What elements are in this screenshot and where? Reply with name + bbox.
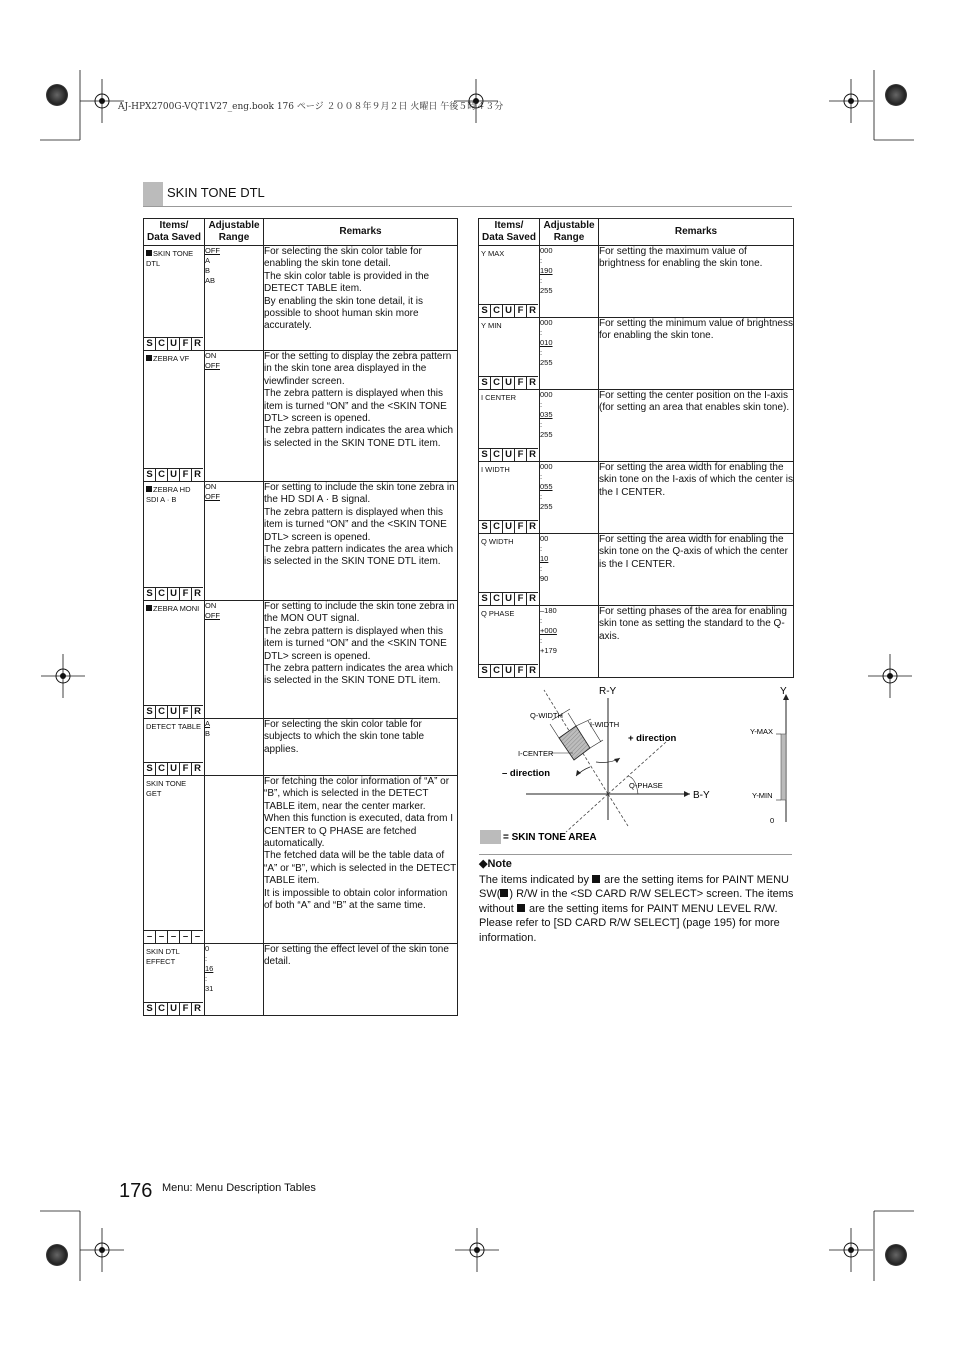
black-square-icon [146, 355, 152, 361]
range-value: : [540, 636, 543, 645]
flag-cell: S [479, 665, 491, 677]
range-value: : [205, 954, 208, 963]
range-value: 000 [540, 462, 553, 471]
table-row [479, 606, 794, 678]
flag-cell: F [515, 665, 527, 677]
flag-cell: C [156, 706, 168, 718]
flag-cell: F [180, 706, 192, 718]
flag-cell: F [180, 588, 192, 600]
table-row [144, 351, 458, 482]
note-paragraph-1: The items indicated by are the setting items for PAINT MENU SW( ) R/W in the <SD CARD R/W SELECT> screen. The items without are the setting items for PAINT MENU LEVEL R/W. [479, 874, 794, 915]
flag-cell: – [194, 931, 201, 942]
flag-cell: F [515, 305, 527, 317]
remarks-line: The zebra pattern indicates the area which is selected in the SKIN TONE DTL item. [264, 663, 453, 687]
flag-cell: – [144, 931, 156, 943]
minus-direction-label: – direction [502, 768, 551, 779]
item-name: Q PHASE [481, 609, 515, 618]
flag-cell: F [515, 593, 527, 605]
i-axis-lower [608, 794, 628, 826]
zero-label: 0 [770, 816, 775, 825]
item-name: ZEBRA HD SDI A · B [146, 485, 191, 504]
flag-cell: – [180, 931, 192, 943]
remarks-cell [599, 606, 794, 678]
black-square-icon [517, 904, 525, 912]
plus-direction-label: + direction [628, 733, 677, 744]
y-range-bar [781, 734, 786, 800]
range-value: 000 [540, 390, 553, 399]
flag-cell: S [144, 338, 156, 350]
remarks-line: When this function is executed, data from I CENTER to Q PHASE are fetched automatically. [264, 813, 453, 850]
table-row [144, 482, 458, 601]
flag-cell: S [144, 588, 156, 600]
y-label: Y [780, 686, 787, 697]
range-cell [540, 246, 599, 318]
note-title: Note [487, 858, 512, 870]
flag-cell: R [194, 763, 201, 774]
table-row [144, 719, 458, 776]
range-cell [540, 534, 599, 606]
range-value: A [205, 719, 211, 728]
range-value: : [205, 974, 208, 983]
range-value: 010 [540, 338, 553, 347]
data-saved-flags [144, 587, 203, 600]
item-cell [144, 601, 205, 719]
col-remarks-header: Remarks [599, 219, 794, 246]
flag-cell: F [180, 1003, 192, 1015]
data-saved-flags [479, 592, 538, 605]
col-items-header: Items/ Data Saved [479, 219, 540, 246]
range-value: 000 [540, 246, 553, 255]
registration-crosshair [829, 1228, 873, 1272]
item-name: SKIN TONE DTL [146, 249, 194, 268]
registration-crosshair [829, 79, 873, 123]
flag-cell: S [479, 593, 491, 605]
flag-cell: C [491, 377, 503, 389]
remarks-line: For setting to include the skin tone zebra in the MON OUT signal. [264, 601, 455, 625]
range-cell [205, 601, 264, 719]
flag-cell: R [194, 706, 201, 717]
flag-cell: U [168, 763, 180, 775]
item-name: ZEBRA MONI [144, 601, 204, 614]
item-cell [144, 944, 205, 1016]
col-remarks-header: Remarks [264, 219, 458, 246]
flag-cell: U [168, 706, 180, 718]
remarks-cell [264, 351, 458, 482]
range-value: +179 [540, 646, 557, 655]
diamond-icon: ◆ [479, 858, 488, 870]
item-cell [144, 719, 205, 776]
range-value: 255 [540, 502, 553, 511]
flag-cell: C [491, 305, 503, 317]
remarks-line: For setting the center position on the I-axis (for setting an area that enables skin tone). [599, 390, 790, 414]
range-value: 000 [540, 318, 553, 327]
range-value: : [540, 492, 543, 501]
note-body [479, 873, 795, 945]
flag-cell: R [194, 1003, 201, 1014]
flag-cell: R [529, 665, 536, 676]
item-cell [479, 534, 540, 606]
flag-cell: F [180, 763, 192, 775]
flag-cell: U [503, 449, 515, 461]
section-bar [143, 182, 163, 206]
item-cell [479, 246, 540, 318]
item-cell [479, 318, 540, 390]
flag-cell: C [491, 665, 503, 677]
item-name: ZEBRA VF [144, 351, 204, 364]
col-range-header: Adjustable Range [540, 219, 599, 246]
range-value: +000 [540, 626, 557, 635]
range-cell [540, 318, 599, 390]
range-value: 255 [540, 430, 553, 439]
black-square-icon [592, 875, 600, 883]
remarks-cell [264, 944, 458, 1016]
data-saved-flags [144, 468, 203, 481]
col-range-header: Adjustable Range [205, 219, 264, 246]
flag-cell: U [168, 469, 180, 481]
remarks-line: The zebra pattern is displayed when this item is turned “ON” and the <SKIN TONE DTL> screen is opened. [264, 625, 447, 662]
item-name: SKIN TONE GET [146, 779, 187, 798]
flag-cell: C [156, 588, 168, 600]
q-phase-label: Q-PHASE [629, 781, 663, 790]
remarks-line: For setting to include the skin tone zebra in the HD SDI A · B signal. [264, 482, 455, 506]
range-cell [205, 719, 264, 776]
flag-cell: S [479, 449, 491, 461]
right-menu-table [478, 218, 794, 678]
note-heading [479, 857, 512, 870]
flag-cell: F [515, 449, 527, 461]
table-row [479, 390, 794, 462]
black-square-icon [146, 605, 152, 611]
range-value: : [540, 544, 543, 553]
remarks-line: The zebra pattern indicates the area which is selected in the SKIN TONE DTL item. [264, 425, 453, 449]
flag-cell: C [156, 469, 168, 481]
flag-cell: F [180, 338, 192, 350]
table-row [479, 462, 794, 534]
range-cell [205, 944, 264, 1016]
item-cell [479, 390, 540, 462]
flag-cell: F [515, 377, 527, 389]
item-name: Y MIN [481, 321, 502, 330]
remarks-cell [599, 462, 794, 534]
note-rule [479, 854, 792, 855]
y-max-label: Y-MAX [750, 727, 774, 736]
item-cell [479, 606, 540, 678]
flag-cell: C [491, 449, 503, 461]
i-center-label: I-CENTER [518, 749, 554, 758]
flag-cell: S [479, 521, 491, 533]
range-cell [540, 390, 599, 462]
range-value: : [540, 564, 543, 573]
range-cell [540, 462, 599, 534]
range-value: OFF [205, 361, 220, 370]
data-saved-flags [479, 376, 538, 389]
q-width-label: Q-WIDTH [530, 711, 563, 720]
range-value: OFF [205, 611, 220, 620]
black-square-icon [146, 486, 152, 492]
remarks-line: For fetching the color information of “A” or “B”, which is selected in the DETECT TABLE item, near the center marker. [264, 776, 450, 812]
range-value: A [205, 256, 211, 265]
flag-cell: R [529, 449, 536, 460]
range-value: ON [205, 601, 217, 610]
item-cell [144, 351, 205, 482]
flag-cell: U [168, 338, 180, 350]
remarks-line: By enabling the skin tone detail, it is possible to shoot human skin more accurately. [264, 295, 423, 332]
registration-crosshair [868, 654, 912, 698]
skin-tone-diagram [478, 680, 794, 850]
range-value: : [540, 256, 543, 265]
remarks-cell [264, 482, 458, 601]
flag-cell: C [156, 763, 168, 775]
flag-cell: R [529, 521, 536, 532]
black-square-icon [146, 250, 152, 256]
flag-cell: U [503, 521, 515, 533]
col-items-header: Items/ Data Saved [144, 219, 205, 246]
remarks-line: For setting the maximum value of brightness for enabling the skin tone. [599, 246, 763, 270]
range-value: : [540, 276, 543, 285]
flag-cell: R [529, 593, 536, 604]
range-value: 00 [540, 534, 549, 543]
remarks-cell [599, 318, 794, 390]
data-saved-flags [479, 304, 538, 317]
remarks-cell [599, 246, 794, 318]
range-value: 255 [540, 286, 553, 295]
item-name: I WIDTH [481, 465, 510, 474]
range-cell [205, 776, 264, 944]
remarks-line: The fetched data will be the table data of “A” or “B”, which is selected in the DETECT TABLE item. [264, 850, 457, 887]
data-saved-flags [144, 762, 203, 775]
range-value: 31 [205, 984, 214, 993]
section-rule [143, 206, 792, 207]
range-value: : [540, 472, 543, 481]
item-name: SKIN DTL EFFECT [146, 947, 180, 966]
remarks-line: For setting phases of the area for enabling skin tone as setting the standard to the Q-axis. [599, 606, 787, 642]
flag-cell: S [479, 305, 491, 317]
range-value: ON [205, 482, 217, 491]
range-cell [205, 482, 264, 601]
flag-cell: U [503, 665, 515, 677]
item-cell [479, 462, 540, 534]
flag-cell: S [144, 1003, 156, 1015]
i-width-label: I-WIDTH [590, 720, 620, 729]
ry-label: R-Y [599, 686, 617, 697]
range-value: 190 [540, 266, 553, 275]
y-min-label: Y-MIN [752, 791, 773, 800]
item-cell [144, 776, 205, 944]
flag-cell: U [503, 593, 515, 605]
data-saved-flags [144, 930, 203, 943]
table-row [144, 944, 458, 1016]
registration-crosshair [41, 654, 85, 698]
range-cell [205, 246, 264, 351]
registration-crosshair [455, 1228, 499, 1272]
flag-cell: C [491, 593, 503, 605]
range-value: : [540, 400, 543, 409]
range-value: B [205, 729, 211, 738]
range-value: OFF [205, 492, 220, 501]
data-saved-flags [144, 1002, 203, 1015]
note-paragraph-2: Please refer to [SD CARD R/W SELECT] (page 195) for more information. [479, 917, 780, 944]
legend-label: = SKIN TONE AREA [503, 832, 597, 843]
item-name: I CENTER [481, 393, 517, 402]
table-row [479, 246, 794, 318]
range-value: ON [205, 351, 217, 360]
star-target-mark [46, 1244, 68, 1266]
range-value: –180 [540, 606, 557, 615]
flag-cell: F [180, 469, 192, 481]
remarks-cell [264, 601, 458, 719]
item-name: Y MAX [481, 249, 505, 258]
flag-cell: U [168, 1003, 180, 1015]
range-value: : [540, 328, 543, 337]
remarks-line: For setting the area width for enabling the skin tone on the Q-axis of which the center is the I CENTER. [599, 534, 788, 570]
remarks-line: For setting the effect level of the skin tone detail. [264, 944, 449, 968]
range-value: AB [205, 276, 216, 285]
table-row [144, 246, 458, 351]
item-name: DETECT TABLE [146, 722, 202, 731]
data-saved-flags [144, 705, 203, 718]
flag-cell: C [156, 338, 168, 350]
range-value: B [205, 266, 211, 275]
flag-cell: S [144, 706, 156, 718]
skin-tone-area [559, 726, 590, 760]
flag-cell: S [479, 377, 491, 389]
flag-cell: U [503, 305, 515, 317]
legend-swatch [480, 830, 501, 844]
registration-crosshair [80, 1228, 124, 1272]
flag-cell: C [156, 1003, 168, 1015]
flag-cell: R [529, 377, 536, 388]
table-row [144, 776, 458, 944]
remarks-cell [599, 534, 794, 606]
range-value: 0 [205, 944, 210, 953]
q-axis-lower [566, 794, 608, 832]
remarks-cell [264, 719, 458, 776]
data-saved-flags [144, 337, 203, 350]
item-name: Q WIDTH [481, 537, 514, 546]
item-cell [144, 246, 205, 351]
range-value: 255 [540, 358, 553, 367]
range-value: OFF [205, 246, 220, 255]
data-saved-flags [479, 520, 538, 533]
remarks-line: For setting the area width for enabling the skin tone on the I-axis of which the center is the I CENTER. [599, 462, 793, 498]
range-cell [540, 606, 599, 678]
table-row [479, 534, 794, 606]
flag-cell: U [168, 588, 180, 600]
remarks-cell [264, 246, 458, 351]
flag-cell: U [503, 377, 515, 389]
remarks-line: For selecting the skin color table for enabling the skin tone detail. [264, 246, 422, 270]
flag-cell: – [168, 931, 180, 943]
remarks-line: It is impossible to obtain color information of both “A” and “B” at the same time. [264, 887, 448, 912]
remarks-cell [264, 776, 458, 944]
star-target-mark [885, 84, 907, 106]
range-cell [205, 351, 264, 482]
range-value: : [540, 616, 543, 625]
flag-cell: R [194, 469, 201, 480]
table-row [144, 601, 458, 719]
range-value: 90 [540, 574, 549, 583]
star-target-mark [46, 84, 68, 106]
remarks-line: The zebra pattern is displayed when this item is turned “ON” and the <SKIN TONE DTL> screen is opened. [264, 388, 447, 425]
flag-cell: R [529, 305, 536, 316]
remarks-line: For selecting the skin color table for subjects to which the skin tone table applies. [264, 719, 425, 755]
range-value: : [540, 348, 543, 357]
range-value: 16 [205, 964, 214, 973]
file-header-line: AJ-HPX2700G-VQT1V27_eng.book 176 ページ ２００８年９月２日 火曜日 午後５時４３分 [118, 102, 504, 112]
range-value: 055 [540, 482, 553, 491]
section-title: SKIN TONE DTL [167, 185, 265, 200]
range-value: 10 [540, 554, 549, 563]
left-menu-table [143, 218, 458, 1016]
flag-cell: F [515, 521, 527, 533]
remarks-cell [599, 390, 794, 462]
flag-cell: C [491, 521, 503, 533]
range-value: : [540, 420, 543, 429]
page-number: 176 [119, 1180, 153, 1202]
table-row [479, 318, 794, 390]
by-label: B-Y [693, 790, 710, 801]
remarks-line: The zebra pattern is displayed when this item is turned “ON” and the <SKIN TONE DTL> screen is opened. [264, 506, 447, 543]
page-caption: Menu: Menu Description Tables [162, 1182, 316, 1194]
flag-cell: R [194, 338, 201, 349]
item-cell [144, 482, 205, 601]
data-saved-flags [479, 664, 538, 677]
flag-cell: S [144, 763, 156, 775]
remarks-line: The skin color table is provided in the DETECT TABLE item. [264, 270, 430, 295]
flag-cell: – [156, 931, 168, 943]
data-saved-flags [479, 448, 538, 461]
black-square-icon [500, 889, 508, 897]
remarks-line: The zebra pattern indicates the area which is selected in the SKIN TONE DTL item. [264, 544, 453, 568]
flag-cell: S [144, 469, 156, 481]
remarks-line: For setting the minimum value of brightness for enabling the skin tone. [599, 318, 793, 342]
remarks-line: For the setting to display the zebra pattern in the skin tone area displayed in the viewfinder screen. [264, 351, 452, 387]
flag-cell: R [194, 588, 201, 599]
star-target-mark [885, 1244, 907, 1266]
range-value: 035 [540, 410, 553, 419]
